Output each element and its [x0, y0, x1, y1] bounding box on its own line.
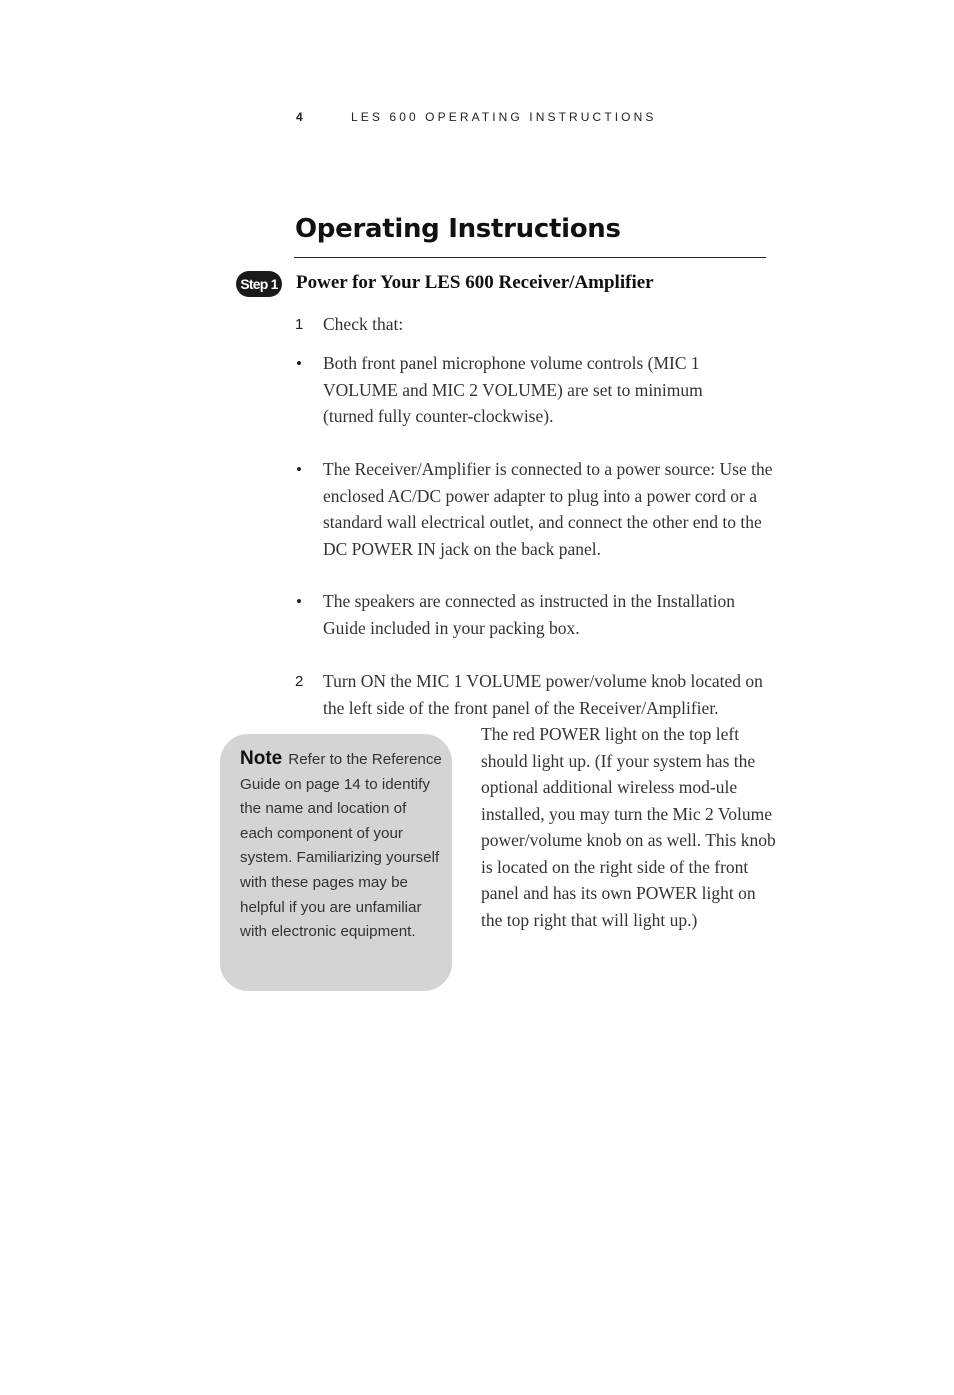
title-rule	[294, 257, 766, 258]
page-title: Operating Instructions	[295, 214, 621, 244]
bullet-text-2: The Receiver/Amplifier is connected to a power source: Use the enclosed AC/DC power adapter to plug into a power cord or a standard wall electrical outlet, and connect the other end to the DC POWER IN jack on the back panel.	[323, 459, 773, 559]
bullet-text-3: The speakers are connected as instructed in the Installation Guide included in your packing box.	[323, 591, 736, 638]
note-heading: Note	[240, 748, 283, 769]
item-number-2: 2	[295, 673, 304, 690]
bullet-icon: •	[296, 460, 302, 479]
note-box	[220, 734, 452, 991]
step-title: Power for Your LES 600 Receiver/Amplifier	[296, 272, 654, 293]
item-2-continued: The red POWER light on the top left should light up. (If your system has the optional additional wireless mod-ule installed, you may turn the Mic 2 Volume power/volume knob on as well. This knob is located on the right side of the front panel and has its own POWER light on the top right that will light up.)	[481, 724, 776, 930]
bullet-icon: •	[296, 592, 302, 611]
item-1-text: Check that:	[323, 314, 404, 334]
step-badge: Step 1	[236, 271, 282, 297]
item-2-text: Turn ON the MIC 1 VOLUME power/volume knob located on the left side of the front panel of the Receiver/Amplifier.	[323, 671, 763, 718]
bullet-text-1: Both front panel microphone volume controls (MIC 1 VOLUME and MIC 2 VOLUME) are set to minimum (turned fully counter-clockwise).	[323, 353, 703, 426]
bullet-icon: •	[296, 354, 302, 373]
note-text: Refer to the Reference Guide on page 14 to identify the name and location of each component of your system. Familiarizing yourself with these pages may be helpful if you are unfamiliar with electronic equipment.	[240, 751, 442, 941]
page-number: 4	[296, 110, 303, 124]
item-number-1: 1	[295, 316, 304, 333]
running-header: LES 600 OPERATING INSTRUCTIONS	[351, 110, 657, 124]
